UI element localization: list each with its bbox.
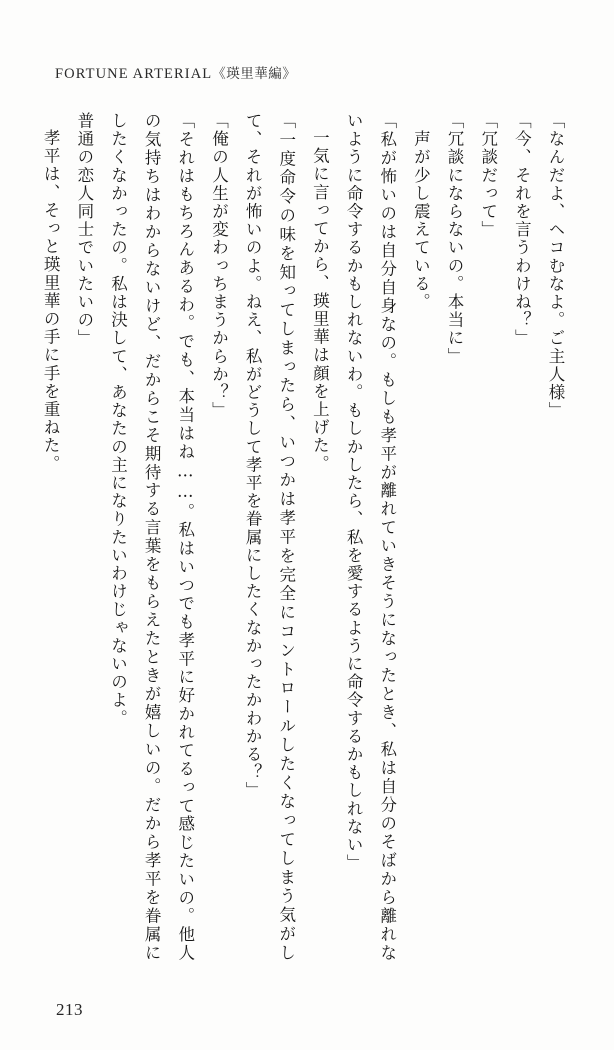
paragraph: 声が少し震えている。: [411, 112, 431, 312]
paragraph: 普通の恋人同士でいたいの」: [74, 112, 94, 348]
running-head-title: FORTUNE ARTERIAL: [55, 66, 213, 82]
paragraph: 「俺の人生が変わっちまうからか？」: [209, 112, 229, 420]
paragraph: 「一度命令の味を知ってしまったら、いつかは孝平を完全にコントロールしたくなってしまう気がして、それが怖いのよ。ねえ、私がどうして孝平を眷属にしたくなかったかわかる？」: [243, 112, 296, 962]
running-head-subtitle: 《瑛里華編》: [212, 66, 297, 82]
paragraph: 一気に言ってから、瑛里華は顔を上げた。: [310, 128, 330, 473]
paragraph: 「冗談にならないの。本当に」: [445, 112, 465, 366]
paragraph: 「それはもちろんあるわ。でも、本当はね……。私はいつでも孝平に好かれてるって感じたいの。他人の気持ちはわからないけど、だからこそ期待する言葉をもらえたときが嬉しいの。だから孝平を眷属にしたくなかったの。私は決して、あなたの主になりたいわけじゃないのよ。: [108, 112, 195, 962]
paragraph: 孝平は、そっと瑛里華の手に手を重ねた。: [41, 128, 61, 473]
paragraph: 「今、それを言うわけね？」: [512, 112, 532, 348]
page-number: 213: [56, 1000, 83, 1019]
body-text: [41, 112, 572, 962]
running-head: [55, 62, 296, 83]
paragraph: 「なんだよ、ヘコむなよ。ご主人様」: [546, 112, 565, 420]
paragraph: 「冗談だって」: [478, 112, 498, 239]
paragraph: 「私が怖いのは自分自身なの。もしも孝平が離れていきそうになったとき、私は自分のそばから離れないように命令するかもしれないわ。もしかしたら、私を愛するように命令するかもしれない」: [344, 112, 397, 962]
